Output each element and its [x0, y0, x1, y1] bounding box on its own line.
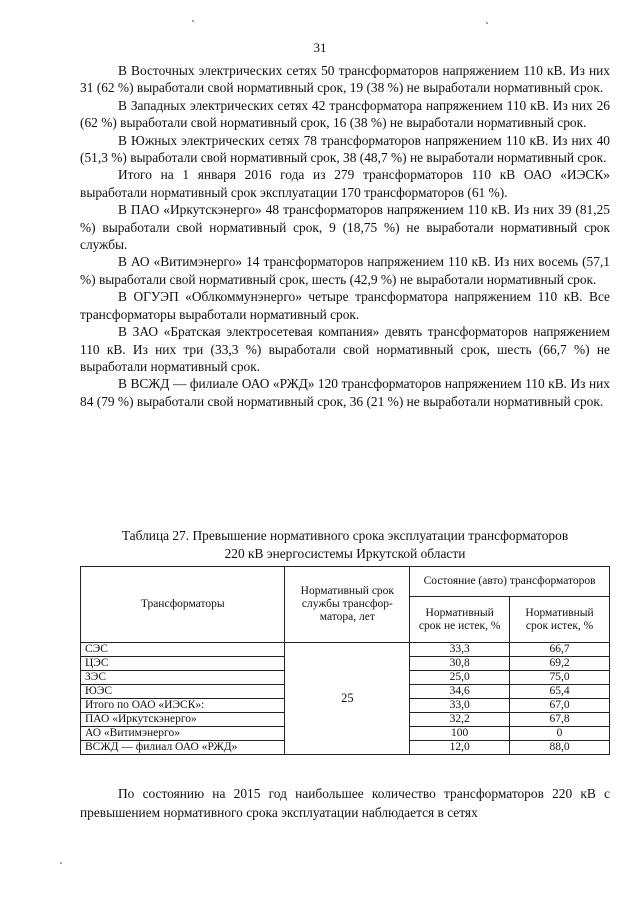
row-name: ВСЖД — филиал ОАО «РЖД»	[81, 741, 285, 755]
row-not-expired: 34,6	[410, 685, 510, 699]
row-expired: 69,2	[510, 657, 610, 671]
row-name: СЭС	[81, 643, 285, 657]
row-expired: 0	[510, 727, 610, 741]
row-name: Итого по ОАО «ИЭСК»:	[81, 699, 285, 713]
service-life-value: 25	[285, 643, 410, 755]
paragraph-oblkommunenergo: В ОГУЭП «Облкоммунэнерго» четыре трансформатора напряжением 110 кВ. Все трансформаторы выработали нормативный срок.	[80, 289, 610, 322]
row-expired: 65,4	[510, 685, 610, 699]
row-not-expired: 12,0	[410, 741, 510, 755]
row-name: ПАО «Иркутскэнерго»	[81, 713, 285, 727]
scan-speck	[486, 22, 488, 24]
transformer-lifetime-table	[80, 566, 610, 755]
row-not-expired: 25,0	[410, 671, 510, 685]
page-number: 31	[313, 40, 327, 55]
paragraph-eastern-networks: В Восточных электрических сетях 50 трансформаторов напряжением 110 кВ. Из них 31 (62 %) выработали свой нормативный срок, 19 (38 %) не выработали нормативный срок.	[80, 63, 610, 96]
table-caption	[80, 527, 610, 563]
paragraph-bratsk-grid: В ЗАО «Братская электросетевая компания» девять трансформаторов напряжением 110 кВ. Из них три (33,3 %) выработали свой нормативный срок, шесть (66,7 %) не выработали нормативный срок.	[80, 324, 610, 374]
row-name: ЮЭС	[81, 685, 285, 699]
paragraph-southern-networks: В Южных электрических сетях 78 трансформаторов напряжением 110 кВ. Из них 40 (51,3 %) выработали свой нормативный срок, 38 (48,7 %) не выработали нормативный срок.	[80, 132, 610, 166]
table-caption-line-1: Таблица 27. Превышение нормативного срока эксплуатации трансформаторов	[121, 528, 569, 543]
paragraph-vszhd: В ВСЖД — филиале ОАО «РЖД» 120 трансформаторов напряжением 110 кВ. Из них 84 (79 %) выработали свой нормативный срок, 36 (21 %) не выработали нормативный срок.	[80, 376, 610, 409]
body-text	[80, 62, 610, 410]
scan-speck	[60, 862, 62, 864]
row-expired: 66,7	[510, 643, 610, 657]
paragraph-western-networks: В Западных электрических сетях 42 трансформатора напряжением 110 кВ. Из них 26 (62 %) выработали свой нормативный срок, 16 (38 %) не выработали нормативный срок.	[80, 97, 610, 131]
row-expired: 67,8	[510, 713, 610, 727]
row-name: ЗЭС	[81, 671, 285, 685]
row-not-expired: 32,2	[410, 713, 510, 727]
row-not-expired: 100	[410, 727, 510, 741]
header-not-expired: Нормативный срок не истек, %	[410, 597, 510, 643]
header-transformers: Трансформаторы	[81, 567, 285, 643]
table-caption-line-2: 220 кВ энергосистемы Иркутской области	[224, 546, 466, 561]
paragraph-irkutskenergo: В ПАО «Иркутскэнерго» 48 трансформаторов напряжением 110 кВ. Из них 39 (81,25 %) выработали свой нормативный срок, 9 (18,75 %) не выработали нормативный срок службы.	[80, 202, 610, 253]
row-expired: 67,0	[510, 699, 610, 713]
row-not-expired: 33,0	[410, 699, 510, 713]
row-expired: 88,0	[510, 741, 610, 755]
table-row	[81, 643, 610, 657]
paragraph-220kv-summary: По состоянию на 2015 год наибольшее количество трансформаторов 220 кВ с превышением нормативного срока эксплуатации наблюдается в сетях	[80, 786, 610, 820]
row-not-expired: 33,3	[410, 643, 510, 657]
row-expired: 75,0	[510, 671, 610, 685]
row-name: ЦЭС	[81, 657, 285, 671]
scan-speck	[192, 20, 194, 22]
paragraph-vitimenergo: В АО «Витимэнерго» 14 трансформаторов напряжением 110 кВ. Из них восемь (57,1 %) выработали свой нормативный срок, шесть (42,9 %) не выработали нормативный срок.	[80, 254, 610, 287]
closing-text	[80, 784, 610, 822]
header-service-life: Нормативный срок службы трансфор-матора, лет	[285, 567, 410, 643]
paragraph-total-iesk: Итого на 1 января 2016 года из 279 трансформаторов 110 кВ ОАО «ИЭСК» выработали нормативный срок эксплуатации 170 трансформаторов (61 %).	[80, 167, 610, 200]
header-expired: Нормативный срок истек, %	[510, 597, 610, 643]
row-name: АО «Витимэнерго»	[81, 727, 285, 741]
row-not-expired: 30,8	[410, 657, 510, 671]
header-state: Состояние (авто) трансформаторов	[410, 567, 610, 597]
